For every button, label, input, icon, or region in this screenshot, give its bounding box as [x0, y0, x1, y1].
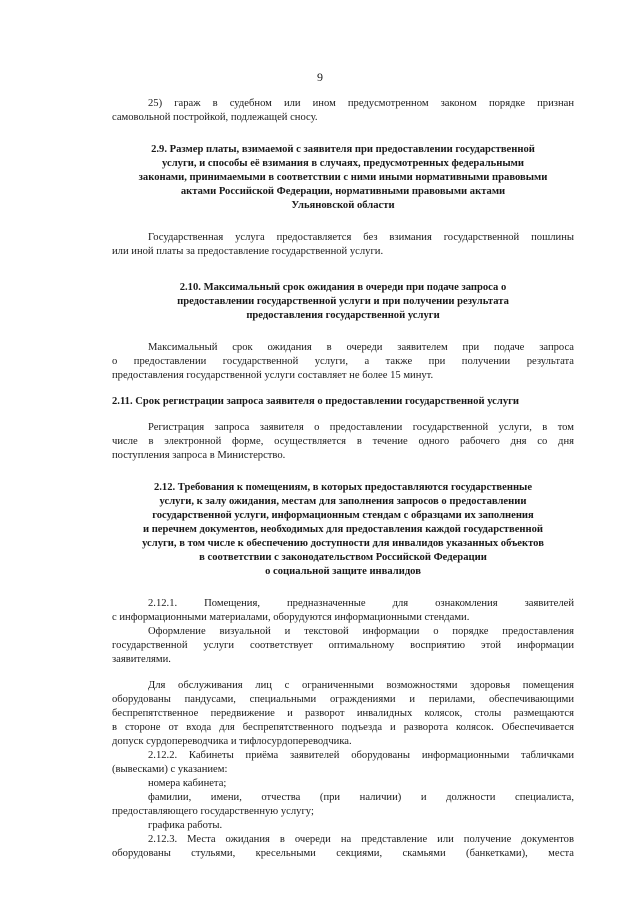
list-item-room: номера кабинета;: [148, 778, 227, 789]
heading-line: услуги, в том числе к обеспечению доступности для инвалидов указанных объектов: [142, 538, 544, 549]
heading-line: о социальной защите инвалидов: [265, 566, 421, 577]
text-line: с информационными материалами, оборудуются информационными стендами.: [112, 612, 470, 623]
heading-line: 2.9. Размер платы, взимаемой с заявителя при предоставлении государственной: [151, 144, 535, 155]
text-line: Государственная услуга предоставляется без взимания государственной пошлины: [148, 232, 574, 243]
heading-line: услуги, и способы её взимания в случаях, предусмотренных федеральными: [162, 158, 524, 169]
text-line: беспрепятственное передвижение и разворот инвалидных колясок, столы размещаются: [112, 708, 574, 719]
section-2-12-heading: [112, 481, 574, 579]
text-line: заявителями.: [112, 654, 171, 665]
text-line: Максимальный срок ожидания в очереди заявителем при подаче запроса: [148, 342, 574, 353]
heading-line: предоставления государственной услуги: [246, 310, 440, 321]
text-line: оборудованы стульями, кресельными секциями, скамьями (банкетками), места: [112, 848, 574, 859]
text-line: государственной услуги соответствует оптимальному восприятию этой информации: [112, 640, 574, 651]
heading-line: 2.10. Максимальный срок ожидания в очереди при подаче запроса о: [179, 282, 507, 293]
text-line: 2.12.3. Места ожидания в очереди на представление или получение документов: [148, 834, 574, 845]
section-2-10-text: [112, 341, 574, 383]
heading-line: услуги, к залу ожидания, местам для заполнения запросов о предоставлении: [159, 496, 527, 507]
section-2-10-heading: [112, 281, 574, 323]
list-item-name: [112, 791, 574, 819]
text-line: в стороне от входа для беспрепятственного подъезда и разворота колясок. Обеспечивается: [112, 722, 574, 733]
text-line: или иной платы за предоставление государственной услуги.: [112, 246, 384, 257]
text-line: оборудованы пандусами, специальными ограждениями и перилами, обеспечивающими: [112, 694, 574, 705]
text-line: Регистрация запроса заявителя о предоставлении государственной услуги, в том: [148, 422, 574, 433]
paragraph-design: [112, 625, 574, 667]
item-25-line-1: 25) гараж в судебном или ином предусмотренном законом порядке признан: [148, 98, 574, 109]
heading-line: законами, принимаемыми в соответствии с ними иными нормативными правовыми: [138, 172, 548, 183]
text-line: числе в электронной форме, осуществляется в течение одного рабочего дня со дня: [112, 436, 574, 447]
item-25-line-2: самовольной постройкой, подлежащей сносу.: [112, 112, 318, 123]
section-2-11-text: [112, 421, 574, 463]
text-line: Оформление визуальной и текстовой информации о порядке предоставления: [148, 626, 574, 637]
text-line: (вывесками) с указанием:: [112, 764, 228, 775]
paragraph-disabled-access: [112, 679, 574, 749]
paragraph-2-12-2: [112, 749, 574, 777]
text-line: предоставляющего государственную услугу;: [112, 806, 314, 817]
text-line: 2.12.1. Помещения, предназначенные для ознакомления заявителей: [148, 598, 574, 609]
heading-line: 2.12. Требования к помещениям, в которых предоставляются государственные: [153, 482, 533, 493]
text-line: допуск сурдопереводчика и тифлосурдопереводчика.: [112, 736, 352, 747]
heading-line: актами Российской Федерации, нормативными правовыми актами: [180, 186, 506, 197]
text-line: фамилии, имени, отчества (при наличии) и должности специалиста,: [148, 792, 574, 803]
heading-line: в соответствии с законодательством Российской Федерации: [199, 552, 487, 563]
text-line: о предоставлении государственной услуги, а также при получении результата: [112, 356, 574, 367]
list-item-schedule: графика работы.: [148, 820, 223, 831]
text-line: Для обслуживания лиц с ограниченными возможностями здоровья помещения: [148, 680, 574, 691]
heading-line: предоставлении государственной услуги и при получении результата: [177, 296, 509, 307]
heading-line: и перечнем документов, необходимых для предоставления каждой государственной: [142, 524, 544, 535]
section-2-9-text: [112, 231, 574, 259]
paragraph-2-12-3: [112, 833, 574, 861]
item-25: [112, 97, 574, 125]
page-number: 9: [317, 70, 323, 84]
text-line: поступления запроса в Министерство.: [112, 450, 286, 461]
heading-line: Ульяновской области: [291, 200, 395, 211]
text-line: 2.12.2. Кабинеты приёма заявителей оборудованы информационными табличками: [148, 750, 574, 761]
text-line: предоставления государственной услуги составляет не более 15 минут.: [112, 370, 434, 381]
section-2-11-heading: 2.11. Срок регистрации запроса заявителя о предоставлении государственной услуги: [112, 396, 520, 407]
paragraph-2-12-1: [112, 597, 574, 625]
heading-line: государственной услуги, информационным стендам с образцами их заполнения: [152, 510, 534, 521]
section-2-9-heading: [112, 143, 574, 213]
document-body: [112, 97, 574, 861]
